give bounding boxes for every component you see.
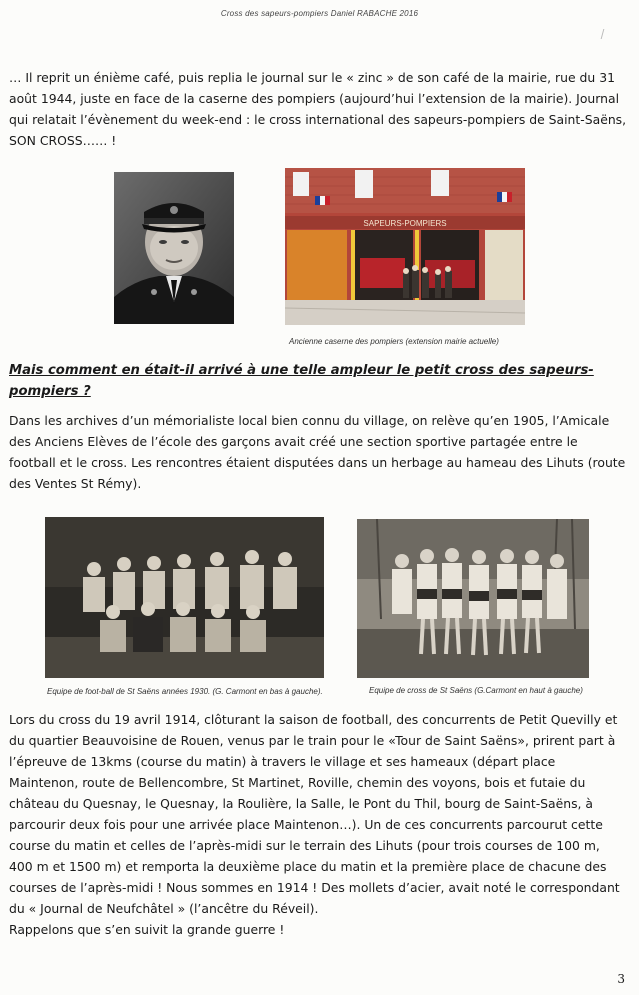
football-team-photo [45,517,324,678]
portrait-photo [114,172,234,324]
caserne-caption: Ancienne caserne des pompiers (extension mairie actuelle) [289,337,499,346]
race-paragraph [9,709,627,940]
caserne-photo [285,168,525,325]
page-number: 3 [617,972,625,986]
race-paragraph-text: Lors du cross du 19 avril 1914, clôturant la saison de football, des concurrents de Petit Quevilly et du quartier Beauvoisine de Rouen, venus par le train pour le «Tour de Saint Saëns», prirent part à l’épreuve de 13kms (course du matin) à travers le village et ses hameaux (départ place Maintenon, route de Bellencombre, St Martinet, Roville, chemin des voyons, bois et futaie du château du Quesnay, le Quesnay, la Roulière, la Salle, le Pont du Thil, bourg de Saint-Saëns, à parcourir deux fois pour une arrivée place Maintenon…). Un de ces concurrents parcourut cette course du matin et celles de l’après-midi sur le terrain des Lihuts (pour trois courses de 100 m, 400 m et 1500 m) et remporta la deuxième place du matin et la première place de chacune des courses de l’après-midi ! Nous sommes en 1914 ! Des mollets d’acier, avait noté le correspondant du « Journal de Neufchâtel » (l’ancêtre du Réveil). [9,712,620,916]
scan-mark [601,29,611,39]
cross-caption: Equipe de cross de St Saëns (G.Carmont en haut à gauche) [369,686,583,695]
intro-paragraph: … Il reprit un énième café, puis replia le journal sur le « zinc » de son café de la mairie, rue du 31 août 1944, juste en face de la caserne des pompiers (aujourd’hui l’extension de la mairie). Journal qui relatait l’évènement du week-end : le cross international des sapeurs-pompiers de Saint-Saëns, SON CROSS…… ! [9,70,627,148]
caserne-sign: SAPEURS-POMPIERS [363,219,447,228]
section-heading: Mais comment en était-il arrivé à une telle ampleur le petit cross des sapeurs-pompiers ? [9,363,594,399]
page-header: Cross des sapeurs-pompiers Daniel RABACHE 2016 [220,9,419,18]
cross-team-photo [357,519,589,678]
race-paragraph-closing: Rappelons que s’en suivit la grande guerre ! [9,922,285,937]
archives-paragraph: Dans les archives d’un mémorialiste local bien connu du village, on relève qu’en 1905, l’Amicale des Anciens Elèves de l’école des garçons avait créé une section sportive partagée entre le football et le cross. Les rencontres étaient disputées dans un herbage au hameau des Lihuts (route des Ventes St Rémy). [9,413,626,491]
football-caption: Equipe de foot-ball de St Saëns années 1930. (G. Carmont en bas à gauche). [47,687,323,696]
